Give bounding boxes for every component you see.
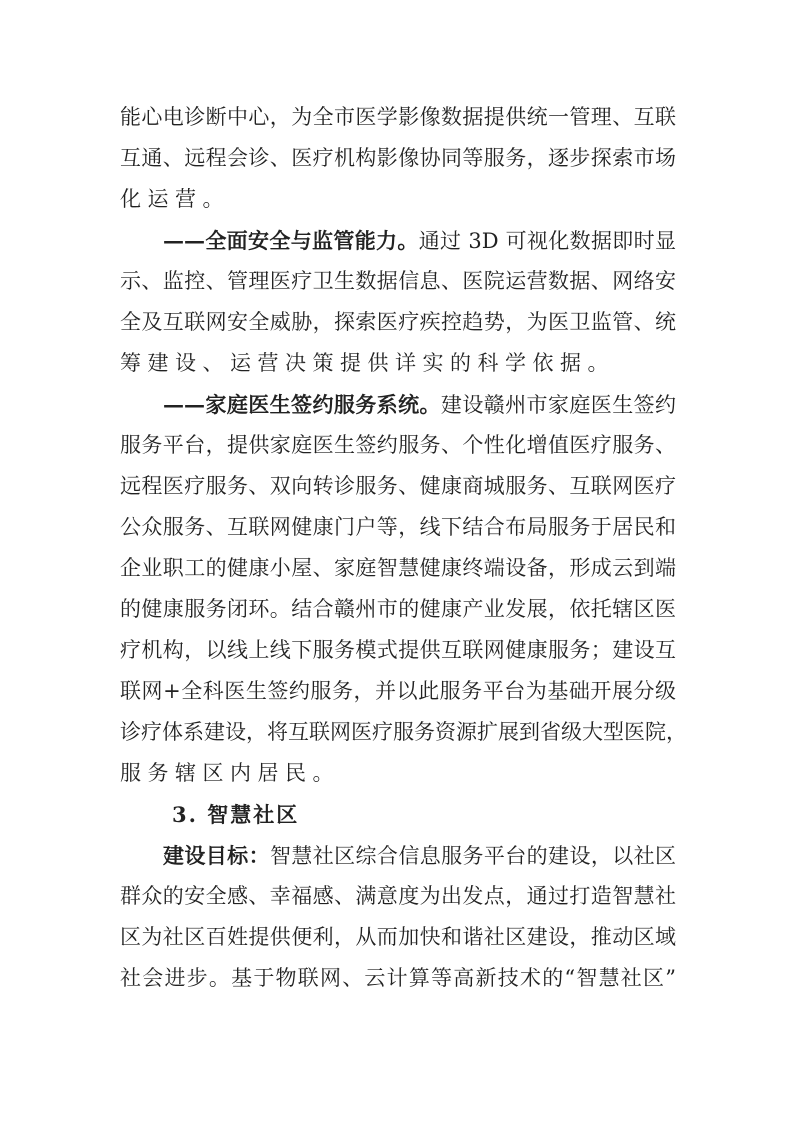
text-line — [120, 97, 676, 138]
text-line — [120, 548, 676, 589]
line-text: 建设赣州市家庭医生签约 — [440, 393, 677, 417]
text-line — [120, 958, 676, 999]
text-line — [120, 179, 676, 220]
line-text: 远程医疗服务、双向转诊服务、健康商城服务、互联网医疗 — [120, 474, 676, 498]
text-line — [120, 712, 687, 753]
line-text: 服务平台，提供家庭医生签约服务、个性化增值医疗服务、 — [120, 433, 676, 457]
paragraph — [120, 835, 676, 999]
line-text: 疗机构，以线上线下服务模式提供互联网健康服务；建设互 — [120, 638, 676, 662]
text-line — [120, 220, 676, 261]
line-text: 全及互联网安全威胁，探索医疗疾控趋势，为医卫监管、统 — [120, 310, 676, 334]
line-text: 智慧社区综合信息服务平台的建设，以社区 — [269, 844, 677, 868]
text-line — [120, 753, 676, 794]
text-line — [120, 589, 676, 630]
line-text: 企业职工的健康小屋、家庭智慧健康终端设备，形成云到端 — [120, 556, 676, 580]
line-text: 诊疗体系建设，将互联网医疗服务资源扩展到省级大型医院， — [120, 720, 687, 744]
line-text: 服务辖区内居民。 — [120, 761, 340, 785]
bold-lead: 建设目标： — [163, 843, 270, 868]
line-text: 区为社区百姓提供便利，从而加快和谐社区建设，推动区域 — [120, 925, 676, 949]
line-text: 的健康服务闭环。结合赣州市的健康产业发展，依托辖区医 — [120, 597, 676, 621]
line-text: 筹建设、运营决策提供详实的科学依据。 — [120, 351, 615, 375]
text-line — [120, 302, 676, 343]
paragraph — [120, 384, 687, 794]
text-line — [120, 876, 676, 917]
text-line — [120, 507, 676, 548]
bold-lead: ——家庭医生签约服务系统。 — [163, 392, 441, 417]
line-text: 3. 智慧社区 — [172, 802, 300, 827]
text-line — [120, 835, 676, 876]
line-text: 公众服务、互联网健康门户等，线下结合布局服务于居民和 — [120, 515, 676, 539]
text-line — [120, 261, 676, 302]
text-line — [120, 384, 676, 425]
bold-lead: ——全面安全与监管能力。 — [163, 228, 419, 253]
text-line — [120, 671, 676, 712]
line-text: 能心电诊断中心，为全市医学影像数据提供统一管理、互联 — [120, 105, 676, 129]
line-text: 互通、远程会诊、医疗机构影像协同等服务，逐步探索市场 — [120, 146, 676, 170]
text-line — [120, 630, 676, 671]
line-text: 群众的安全感、幸福感、满意度为出发点，通过打造智慧社 — [120, 884, 676, 908]
line-text: 社会进步。基于物联网、云计算等高新技术的“智慧社区” — [120, 966, 676, 990]
text-line — [120, 917, 676, 958]
document-page — [120, 97, 687, 999]
section-heading — [120, 794, 676, 835]
text-line — [120, 425, 676, 466]
line-text: 化运营。 — [120, 187, 230, 211]
line-text: 通过 3D 可视化数据即时显 — [418, 229, 676, 253]
text-line — [120, 138, 676, 179]
text-line — [120, 794, 676, 835]
paragraph — [120, 220, 676, 384]
text-line — [120, 466, 676, 507]
text-line — [120, 343, 676, 384]
line-text: 示、监控、管理医疗卫生数据信息、医院运营数据、网络安 — [120, 269, 676, 293]
line-text: 联网+全科医生签约服务，并以此服务平台为基础开展分级 — [120, 679, 676, 703]
paragraph — [120, 97, 676, 220]
